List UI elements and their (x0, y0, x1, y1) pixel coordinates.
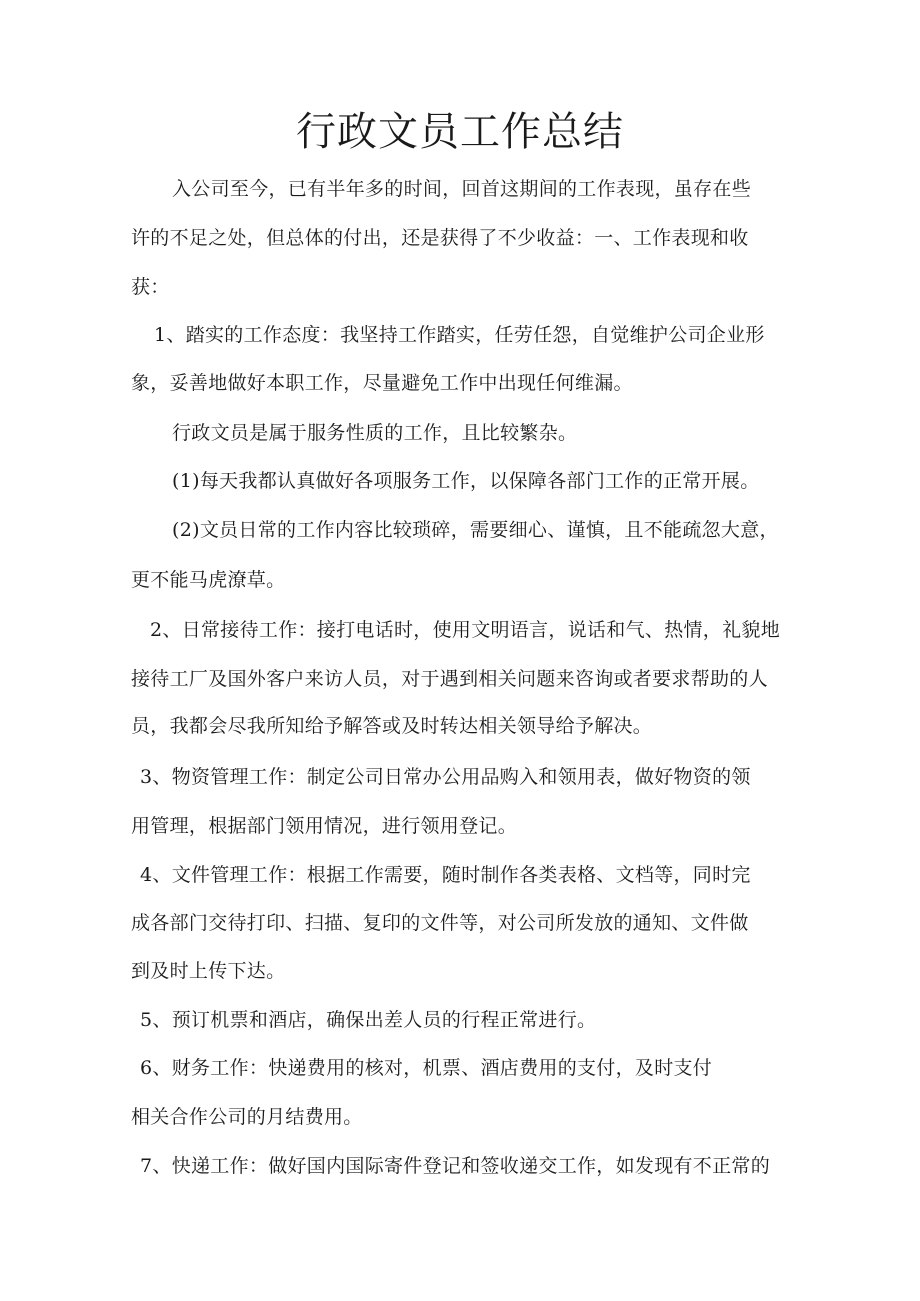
paragraph-line: 5、预订机票和酒店，确保出差人员的行程正常进行。 (140, 1009, 597, 1031)
paragraph-line: 象，妥善地做好本职工作，尽量避免工作中出现任何维漏。 (131, 372, 633, 394)
paragraph-line: 相关合作公司的月结费用。 (131, 1106, 363, 1128)
paragraph-line: (2)文员日常的工作内容比较琐碎，需要细心、谨慎，且不能疏忽大意， (172, 519, 779, 541)
paragraph-line: 入公司至今，已有半年多的时间，回首这期间的工作表现，虽存在些 (172, 178, 752, 200)
paragraph-line: 接待工厂及国外客户来访人员，对于遇到相关问题来咨询或者要求帮助的人 (131, 668, 768, 690)
paragraph-line: 更不能马虎潦草。 (131, 569, 286, 591)
paragraph-line: 获： (131, 276, 170, 298)
paragraph-line: 4、文件管理工作：根据工作需要，随时制作各类表格、文档等，同时完 (140, 864, 751, 886)
paragraph-line: 1、踏实的工作态度：我坚持工作踏实，任劳任怨，自觉维护公司企业形 (154, 324, 765, 346)
paragraph-line: (1)每天我都认真做好各项服务工作，以保障各部门工作的正常开展。 (172, 470, 760, 492)
paragraph-line: 2、日常接待工作：接打电话时，使用文明语言，说话和气、热情，礼貌地 (150, 619, 780, 641)
paragraph-line: 员，我都会尽我所知给予解答或及时转达相关领导给予解决。 (131, 715, 653, 737)
paragraph-line: 用管理，根据部门领用情况，进行领用登记。 (131, 815, 518, 837)
paragraph-line: 行政文员是属于服务性质的工作，且比较繁杂。 (172, 422, 578, 444)
paragraph-line: 3、物资管理工作：制定公司日常办公用品购入和领用表，做好物资的领 (140, 766, 751, 788)
paragraph-line: 到及时上传下达。 (131, 960, 286, 982)
paragraph-line: 6、财务工作：快递费用的核对，机票、酒店费用的支付，及时支付 (140, 1057, 713, 1079)
paragraph-line: 许的不足之处，但总体的付出，还是获得了不少收益：一、工作表现和收 (131, 227, 749, 249)
document-title: 行政文员工作总结 (296, 109, 624, 155)
paragraph-line: 成各部门交待打印、扫描、复印的文件等，对公司所发放的通知、文件做 (131, 912, 749, 934)
paragraph-line: 7、快递工作：做好国内国际寄件登记和签收递交工作，如发现有不正常的 (140, 1155, 770, 1177)
